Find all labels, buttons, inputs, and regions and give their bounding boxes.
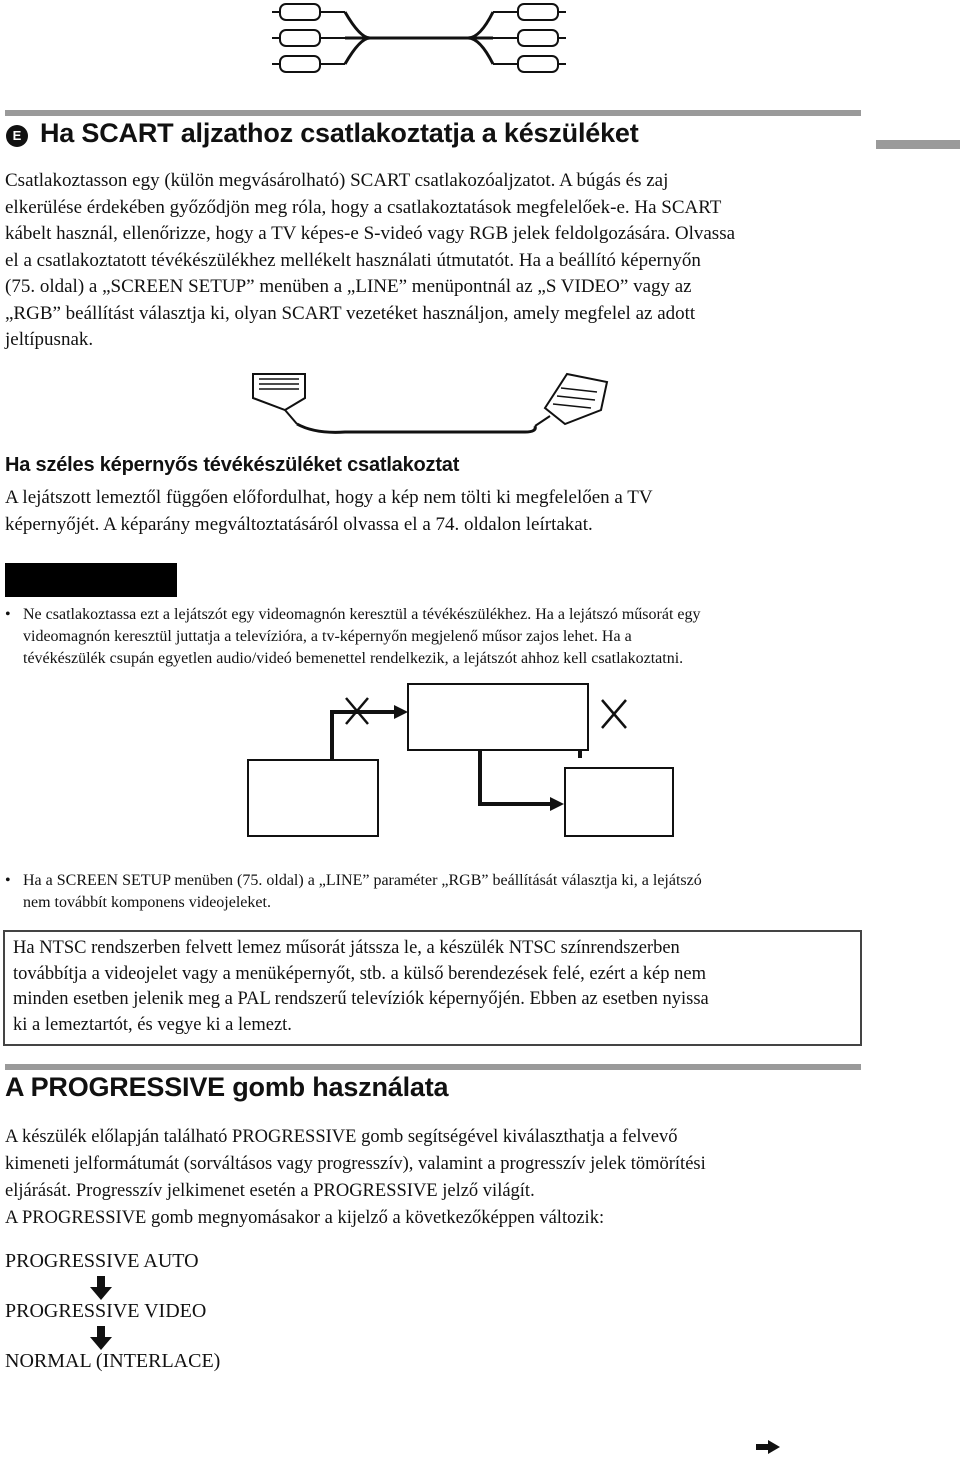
ntsc-note-text: Ha NTSC rendszerben felvett lemez műsorát játssza le, a készülék NTSC színrendszerben továbbítja a videojelet vagy a menüképernyőt, stb. a külső berendezések felé, ezért a kép nem minden esetben jelenik meg a PAL rendszerű televíziók képernyőjén. Ebben az esetben nyissa ki a lemeztartót, és vegye ki a lemezt. (13, 938, 709, 1035)
rca-cable-illustration (250, 0, 590, 90)
note-bullet-2: • Ha a SCREEN SETUP menüben (75. oldal) a „LINE” paraméter „RGB” beállítását választja ki, a lejátszó nem továbbít komponens videojeleket. (5, 872, 702, 911)
section-rule (5, 110, 861, 116)
ntsc-note-box (3, 930, 862, 1046)
bullet-symbol: • (5, 606, 11, 623)
note-bullet-1: • Ne csatlakoztassa ezt a lejátszót egy videomagnón keresztül a tévékészülékhez. Ha a lejátszó műsorát egy videomagnón keresztül juttatja a televízióra, a tv-képernyőn megjelenő műsor zajos lehet. Ha a tévékészülék csupán egyetlen audio/videó bemenettel rendelkezik, a lejátszót ahhoz kell csatlakoztatni. (5, 606, 701, 667)
section-rule (5, 1064, 861, 1070)
scart-cable-illustration (245, 368, 615, 438)
next-page-arrow-icon (756, 1440, 780, 1454)
notes-header-bar (5, 563, 177, 597)
widescreen-paragraph: A lejátszott lemeztől függően előfordulhat, hogy a kép nem tölti ki megfelelően a TV képernyőjét. A képarány megváltoztatásáról olvassa el a 74. oldalon leírtakat. (5, 487, 653, 535)
section-title-progressive: A PROGRESSIVE gomb használata (5, 1072, 449, 1102)
sequence-step-1: PROGRESSIVE AUTO (5, 1250, 199, 1272)
down-arrow-icon (90, 1276, 112, 1300)
side-tab-marker (876, 140, 960, 149)
sequence-step-3: NORMAL (INTERLACE) (5, 1350, 221, 1372)
bullet-symbol: • (5, 872, 11, 889)
circle-e-icon: E (6, 125, 28, 147)
down-arrow-icon (90, 1326, 112, 1350)
progressive-paragraph: A készülék előlapján található PROGRESSIVE gomb segítségével kiválaszthatja a felvevő kimeneti jelformátumát (sorváltásos vagy progresszív), valamint a progresszív jelek tömörítési eljárását. Progresszív jelkimenet esetén a PROGRESSIVE jelző világít. A PROGRESSIVE gomb megnyomásakor a kijelző a következőképpen változik: (5, 1127, 706, 1228)
scart-paragraph: Csatlakoztasson egy (külön megvásárolható) SCART csatlakozóaljzatot. A búgás és zaj elkerülése érdekében győződjön meg róla, hogy a csatlakoztatások megfelelőek-e. Ha SCART kábelt használ, ellenőrizze, hogy a TV képes-e S-videó vagy RGB jelek feldolgozására. Olvassa el a csatlakoztatott tévékészülékhez mellékelt használati útmutatót. Ha a beállító képernyőn (75. oldal) a „SCREEN SETUP” menüben a „LINE” menüpontnál az „S VIDEO” vagy az „RGB” beállítást választja ki, olyan SCART vezetéket használjon, amely megfelel az adott jeltípusnak. (5, 170, 736, 350)
section-title-scart: Ha SCART aljzathoz csatlakoztatja a készüléket (40, 118, 639, 148)
vcr-connection-diagram (240, 680, 700, 840)
sequence-step-2: PROGRESSIVE VIDEO (5, 1300, 207, 1322)
section-title-widescreen: Ha széles képernyős tévékészüléket csatlakoztat (5, 454, 460, 476)
